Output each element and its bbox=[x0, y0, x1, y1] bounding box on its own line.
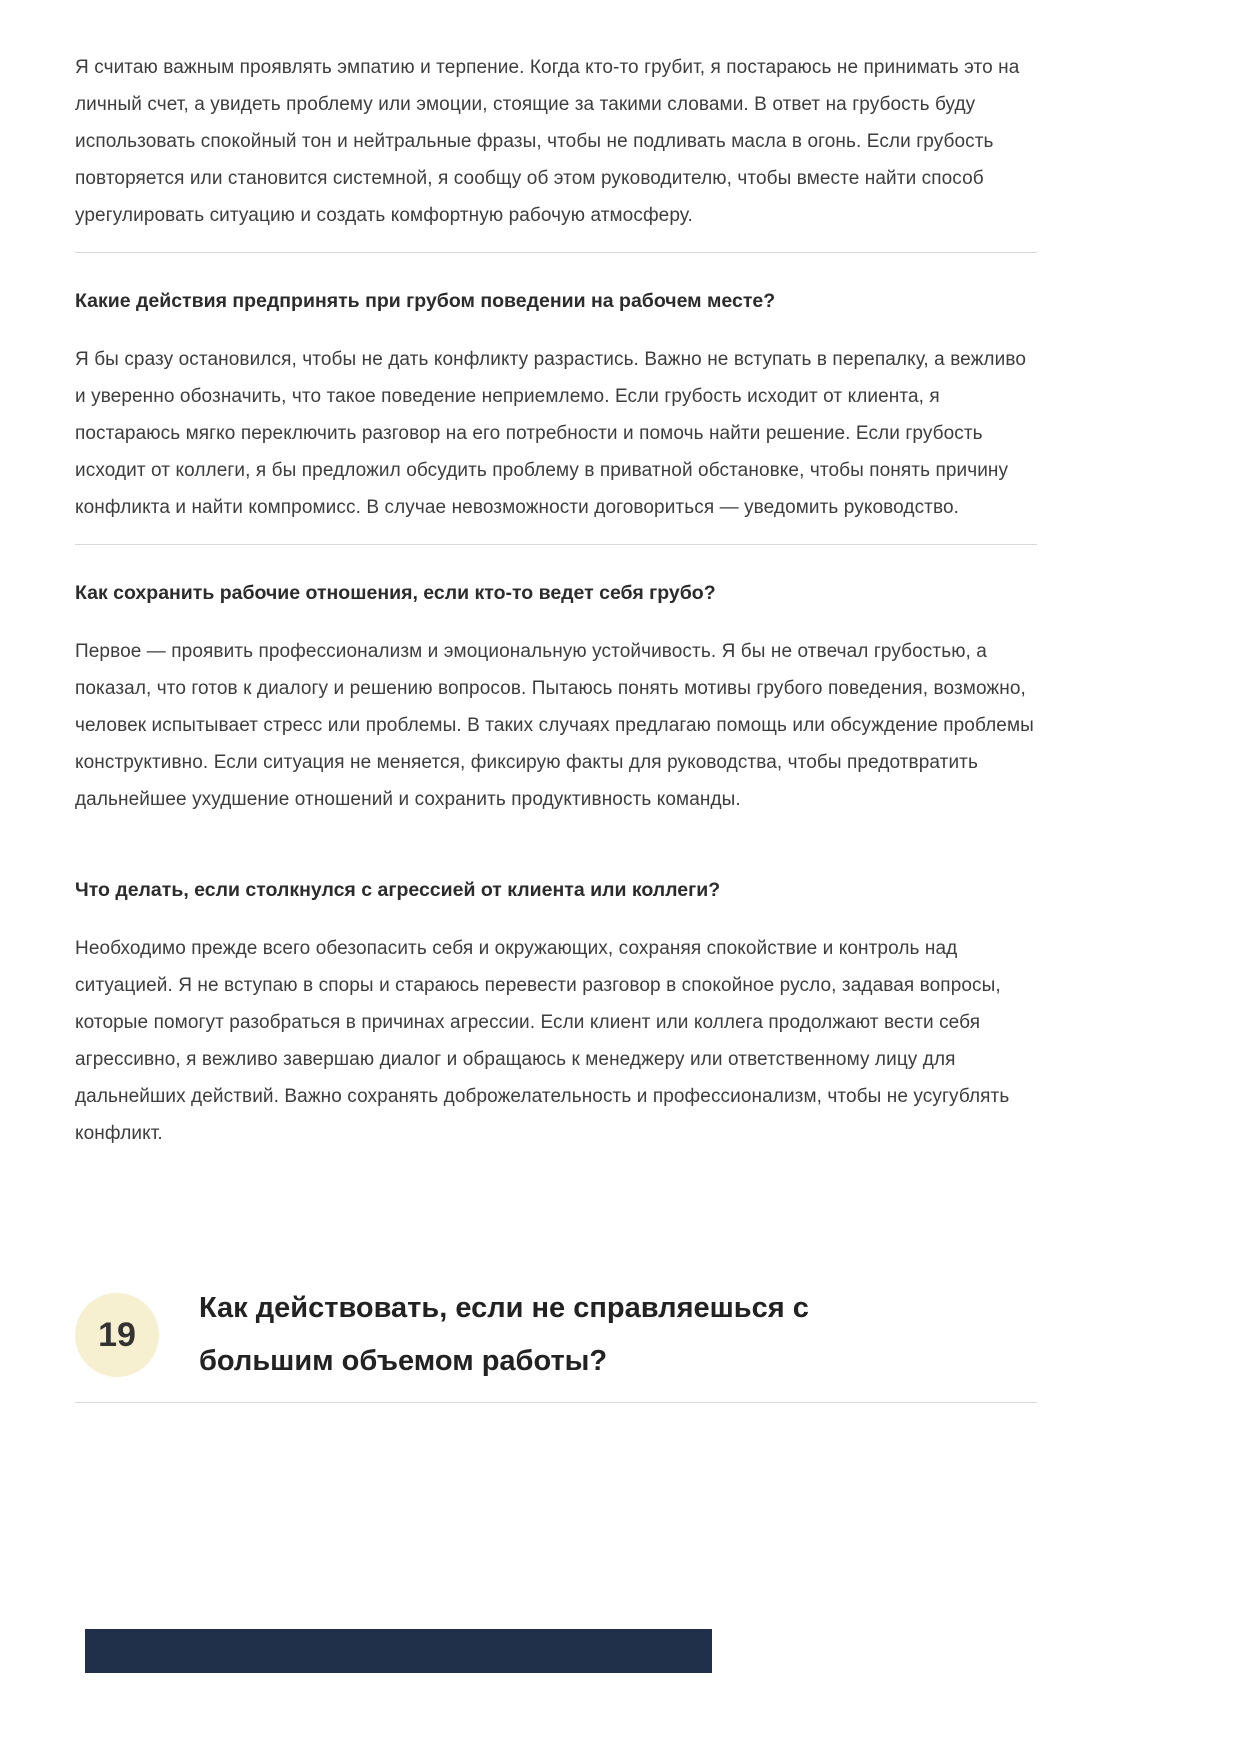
question-heading-1: Какие действия предпринять при грубом поведении на рабочем месте? bbox=[75, 290, 776, 312]
section-19-header bbox=[75, 1282, 1037, 1388]
section-number-badge: 19 bbox=[75, 1293, 159, 1377]
intro-paragraph: Я считаю важным проявлять эмпатию и терпение. Когда кто-то грубит, я постараюсь не принимать это на личный счет, а увидеть проблему или эмоции, стоящие за такими словами. В ответ на грубость буду использовать спокойный тон и нейтральные фразы, чтобы не подливать масла в огонь. Если грубость повторяется или становится системной, я сообщу об этом руководителю, чтобы вместе найти способ урегулировать ситуацию и создать комфортную рабочую атмосферу. bbox=[75, 57, 1020, 226]
table-header-bar bbox=[85, 1629, 712, 1673]
question-heading-3: Что делать, если столкнулся с агрессией от клиента или коллеги? bbox=[75, 879, 721, 901]
document-content bbox=[75, 0, 1037, 1673]
section-divider bbox=[75, 544, 1037, 545]
answer-paragraph-2: Первое — проявить профессионализм и эмоциональную устойчивость. Я бы не отвечал грубостью, а показал, что готов к диалогу и решению вопросов. Пытаюсь понять мотивы грубого поведения, возможно, человек испытывает стресс или проблемы. В таких случаях предлагаю помощь или обсуждение проблемы конструктивно. Если ситуация не меняется, фиксирую факты для руководства, чтобы предотвратить дальнейшее ухудшение отношений и сохранить продуктивность команды. bbox=[75, 641, 1034, 810]
section-divider bbox=[75, 252, 1037, 253]
answer-paragraph-3: Необходимо прежде всего обезопасить себя и окружающих, сохраняя спокойствие и контроль над ситуацией. Я не вступаю в споры и стараюсь перевести разговор в спокойное русло, задавая вопросы, которые помогут разобраться в причинах агрессии. Если клиент или коллега продолжают вести себя агрессивно, я вежливо завершаю диалог и обращаюсь к менеджеру или ответственному лицу для дальнейших действий. Важно сохранять доброжелательность и профессионализм, чтобы не усугублять конфликт. bbox=[75, 938, 1010, 1144]
section-divider bbox=[75, 1402, 1037, 1403]
answer-paragraph-1: Я бы сразу остановился, чтобы не дать конфликту разрастись. Важно не вступать в перепалку, а вежливо и уверенно обозначить, что такое поведение неприемлемо. Если грубость исходит от клиента, я постараюсь мягко переключить разговор на его потребности и помочь найти решение. Если грубость исходит от коллеги, я бы предложил обсудить проблему в приватной обстановке, чтобы понять причину конфликта и найти компромисс. В случае невозможности договориться — уведомить руководство. bbox=[75, 349, 1026, 518]
section-title: Как действовать, если не справляешься с большим объемом работы? bbox=[199, 1292, 809, 1377]
question-heading-2: Как сохранить рабочие отношения, если кто-то ведет себя грубо? bbox=[75, 582, 716, 604]
